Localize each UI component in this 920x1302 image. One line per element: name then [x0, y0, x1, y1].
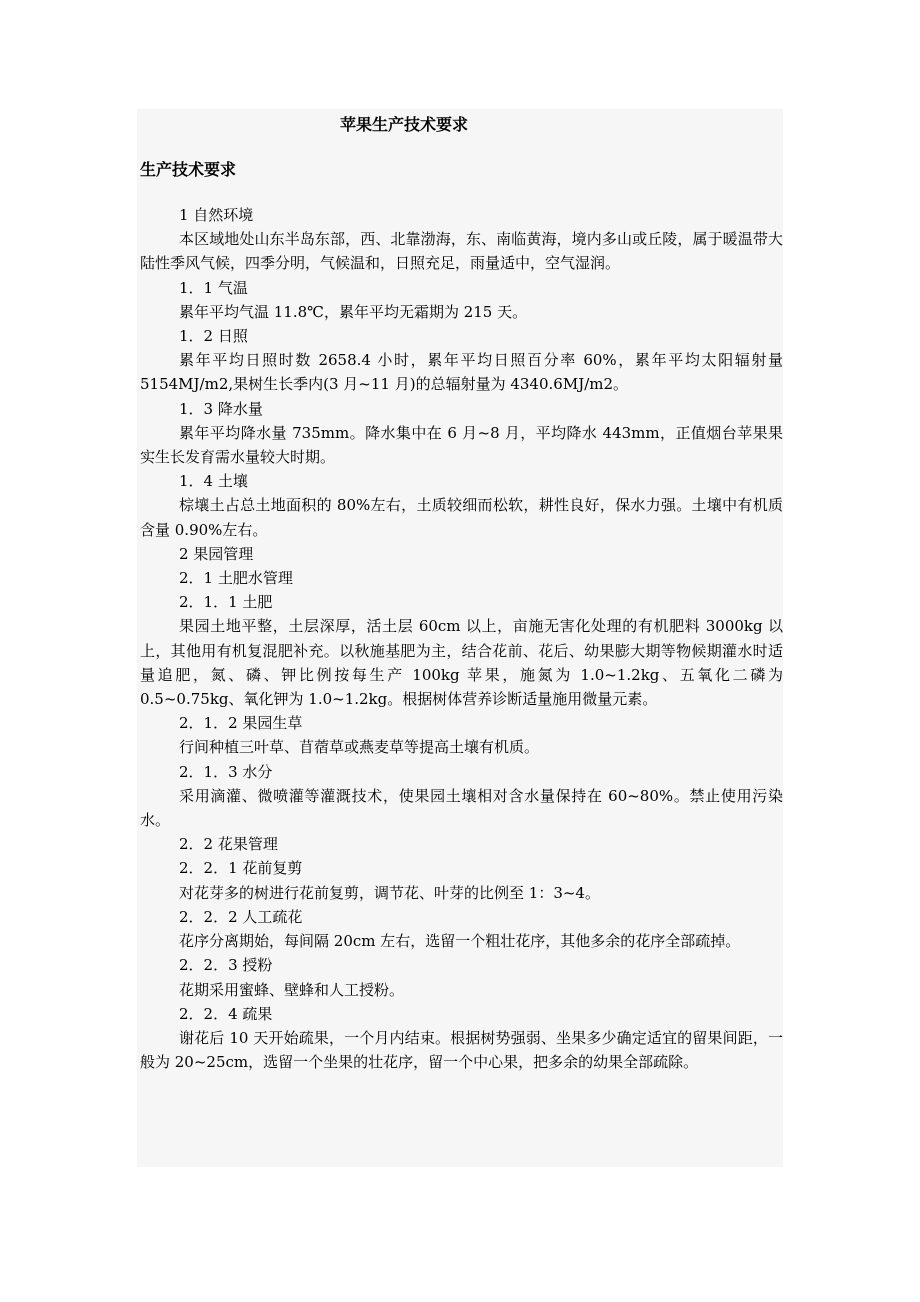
subsection-heading: 1．1 气温	[179, 278, 248, 297]
paragraph: 采用滴灌、微喷灌等灌溉技术，使果园土壤相对含水量保持在 60~80%。禁止使用污染水。	[140, 786, 783, 830]
paragraph: 对花芽多的树进行花前复剪，调节花、叶芽的比例至 1：3~4。	[179, 883, 600, 902]
section-heading: 生产技术要求	[140, 160, 237, 179]
document-page	[137, 109, 783, 1167]
subsection-heading: 2．1．1 土肥	[179, 593, 273, 612]
document-body	[140, 203, 783, 1074]
subsection-heading: 2．2．2 人工疏花	[179, 907, 303, 926]
paragraph: 花序分离期始，每间隔 20cm 左右，选留一个粗壮花序，其他多余的花序全部疏掉。	[179, 932, 741, 951]
paragraph: 谢花后 10 天开始疏果，一个月内结束。根据树势强弱、坐果多少确定适宜的留果间距，一般为 20~25cm，选留一个坐果的壮花序，留一个中心果，把多余的幼果全部疏除。	[140, 1028, 783, 1072]
subsection-heading: 2．1．2 果园生草	[179, 714, 303, 733]
subsection-heading: 1．3 降水量	[179, 399, 263, 418]
subsection-heading: 2．2 花果管理	[179, 835, 278, 854]
paragraph: 本区域地处山东半岛东部，西、北靠渤海，东、南临黄海，境内多山或丘陵，属于暖温带大陆性季风气候，四季分明，气候温和，日照充足，雨量适中，空气湿润。	[140, 230, 783, 273]
paragraph: 累年平均日照时数 2658.4 小时，累年平均日照百分率 60%，累年平均太阳辐射量 5154MJ/m2,果树生长季内(3 月~11 月)的总辐射量为 4340.6MJ/m2。	[140, 351, 783, 394]
paragraph: 累年平均降水量 735mm。降水集中在 6 月~8 月，平均降水 443mm，正值烟台苹果果实生长发育需水量较大时期。	[140, 423, 783, 467]
subsection-heading: 2．2．3 授粉	[179, 956, 273, 975]
subsection-heading: 1 自然环境	[179, 206, 254, 224]
subsection-heading: 2．2．1 花前复剪	[179, 859, 303, 878]
subsection-heading: 2 果园管理	[179, 544, 254, 563]
paragraph: 行间种植三叶草、苜蓿草或燕麦草等提高土壤有机质。	[179, 738, 540, 757]
document-title: 苹果生产技术要求	[340, 115, 469, 134]
subsection-heading: 1．4 土壤	[179, 472, 248, 491]
paragraph: 花期采用蜜蜂、壁蜂和人工授粉。	[179, 980, 405, 999]
subsection-heading: 2．2．4 疏果	[179, 1004, 273, 1023]
subsection-heading: 2．1 土肥水管理	[179, 569, 293, 588]
paragraph: 果园土地平整，土层深厚，活土层 60cm 以上，亩施无害化处理的有机肥料 3000kg 以上，其他用有机复混肥补充。以秋施基肥为主，结合花前、花后、幼果膨大期等物候期灌水时适量追肥，氮、磷、钾比例按每生产 100kg 苹果，施氮为 1.0~1.2kg、五氧化二磷为 0.5~0.75kg、氧化钾为 1.0~1.2kg。根据树体营养诊断适量施用微量元素。	[140, 617, 783, 709]
subsection-heading: 1．2 日照	[179, 327, 248, 346]
paragraph: 累年平均气温 11.8℃，累年平均无霜期为 215 天。	[179, 302, 528, 321]
subsection-heading: 2．1．3 水分	[179, 762, 273, 781]
paragraph: 棕壤土占总土地面积的 80%左右，土质较细而松软，耕性良好，保水力强。土壤中有机质含量 0.90%左右。	[140, 496, 783, 539]
